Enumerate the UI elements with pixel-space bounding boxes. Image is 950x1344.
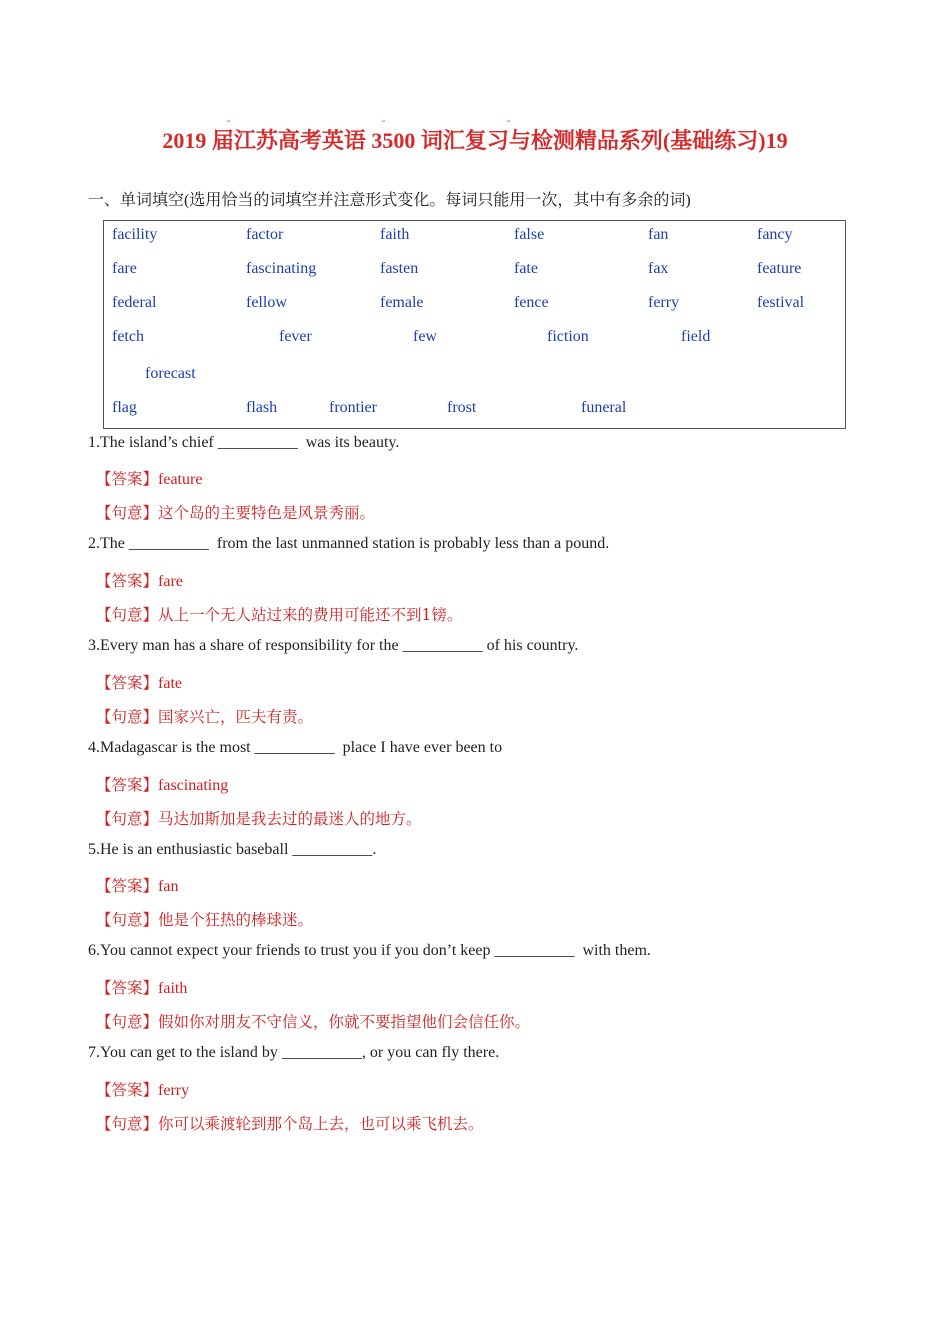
word-bank-item: frost bbox=[447, 399, 477, 416]
answer-line bbox=[96, 874, 178, 896]
answer-label: 【答案】 bbox=[96, 674, 159, 692]
meaning-line bbox=[96, 1112, 484, 1134]
answer-line bbox=[96, 569, 183, 591]
meaning-label: 【句意】 bbox=[96, 504, 159, 522]
meaning-line bbox=[96, 603, 462, 625]
answer-label: 【答案】 bbox=[96, 572, 159, 590]
word-bank-item: fever bbox=[279, 328, 312, 345]
answer-value: fascinating bbox=[158, 777, 229, 794]
answer-label: 【答案】 bbox=[96, 470, 159, 488]
answer-line bbox=[96, 976, 187, 998]
word-bank-box bbox=[103, 220, 846, 429]
watermark-mark: ˇ bbox=[226, 120, 231, 131]
meaning-line bbox=[96, 908, 313, 930]
answer-label: 【答案】 bbox=[96, 877, 159, 895]
meaning-label: 【句意】 bbox=[96, 1013, 159, 1031]
word-bank-item: fate bbox=[514, 260, 538, 277]
meaning-value: 你可以乘渡轮到那个岛上去，也可以乘飞机去。 bbox=[158, 1115, 484, 1133]
answer-value: ferry bbox=[158, 1082, 190, 1099]
meaning-value: 他是个狂热的棒球迷。 bbox=[158, 911, 314, 929]
answer-value: faith bbox=[158, 980, 188, 997]
word-bank-item: festival bbox=[757, 294, 805, 311]
answer-line bbox=[96, 773, 228, 795]
answer-line bbox=[96, 1078, 189, 1100]
word-bank-item: frontier bbox=[329, 399, 377, 416]
question-text: 2.The __________ from the last unmanned station is probably less than a pound. bbox=[88, 535, 610, 552]
meaning-line bbox=[96, 1010, 530, 1032]
word-bank-item: ferry bbox=[648, 294, 680, 311]
meaning-line bbox=[96, 501, 375, 523]
question-text: 3.Every man has a share of responsibility for the __________ of his country. bbox=[88, 637, 579, 654]
word-bank-item: fan bbox=[648, 226, 669, 243]
answer-value: feature bbox=[158, 471, 203, 488]
question-text: 4.Madagascar is the most __________ place I have ever been to bbox=[88, 739, 503, 756]
meaning-label: 【句意】 bbox=[96, 810, 159, 828]
question-text: 1.The island’s chief __________ was its beauty. bbox=[88, 434, 400, 451]
watermark-mark: ˇ bbox=[506, 120, 511, 131]
word-bank-item: fancy bbox=[757, 226, 793, 243]
word-bank-item: fare bbox=[112, 260, 137, 277]
word-bank-item: fiction bbox=[547, 328, 589, 345]
word-bank-item: flag bbox=[112, 399, 137, 416]
answer-value: fate bbox=[158, 675, 182, 692]
word-bank-item: factor bbox=[246, 226, 284, 243]
meaning-value: 假如你对朋友不守信义，你就不要指望他们会信任你。 bbox=[158, 1013, 531, 1031]
question-text: 7.You can get to the island by __________, or you can fly there. bbox=[88, 1044, 500, 1061]
meaning-value: 马达加斯加是我去过的最迷人的地方。 bbox=[158, 810, 422, 828]
word-bank-item: fax bbox=[648, 260, 669, 277]
word-bank-item: federal bbox=[112, 294, 157, 311]
meaning-line bbox=[96, 705, 313, 727]
answer-label: 【答案】 bbox=[96, 979, 159, 997]
watermark-mark: ˇ bbox=[381, 120, 386, 131]
meaning-label: 【句意】 bbox=[96, 708, 159, 726]
question-text: 5.He is an enthusiastic baseball __________. bbox=[88, 841, 377, 858]
meaning-value: 国家兴亡，匹夫有责。 bbox=[158, 708, 314, 726]
word-bank-item: faith bbox=[380, 226, 410, 243]
section-heading: 一、单词填空(选用恰当的词填空并注意形式变化。每词只能用一次，其中有多余的词) bbox=[88, 192, 691, 209]
answer-line bbox=[96, 671, 182, 693]
meaning-value: 这个岛的主要特色是风景秀丽。 bbox=[158, 504, 376, 522]
word-bank-item: flash bbox=[246, 399, 278, 416]
word-bank-item: field bbox=[681, 328, 711, 345]
answer-value: fan bbox=[158, 878, 179, 895]
word-bank-item: few bbox=[413, 328, 437, 345]
page-title: 2019 届江苏高考英语 3500 词汇复习与检测精品系列(基础练习)19 bbox=[162, 128, 788, 153]
answer-label: 【答案】 bbox=[96, 1081, 159, 1099]
word-bank-item: false bbox=[514, 226, 545, 243]
word-bank-item: funeral bbox=[581, 399, 627, 416]
answer-label: 【答案】 bbox=[96, 776, 159, 794]
meaning-label: 【句意】 bbox=[96, 606, 159, 624]
word-bank-item: fasten bbox=[380, 260, 419, 277]
word-bank-item: forecast bbox=[145, 365, 196, 382]
answer-value: fare bbox=[158, 573, 183, 590]
meaning-label: 【句意】 bbox=[96, 1115, 159, 1133]
word-bank-item: fence bbox=[514, 294, 549, 311]
meaning-label: 【句意】 bbox=[96, 911, 159, 929]
word-bank-item: facility bbox=[112, 226, 158, 243]
question-text: 6.You cannot expect your friends to trust you if you don’t keep __________ with them. bbox=[88, 942, 651, 959]
meaning-value: 从上一个无人站过来的费用可能还不到1镑。 bbox=[158, 606, 463, 624]
word-bank-item: female bbox=[380, 294, 424, 311]
word-bank-item: fellow bbox=[246, 294, 287, 311]
word-bank-item: feature bbox=[757, 260, 802, 277]
word-bank-item: fascinating bbox=[246, 260, 317, 277]
answer-line bbox=[96, 467, 202, 489]
meaning-line bbox=[96, 807, 422, 829]
word-bank-item: fetch bbox=[112, 328, 144, 345]
